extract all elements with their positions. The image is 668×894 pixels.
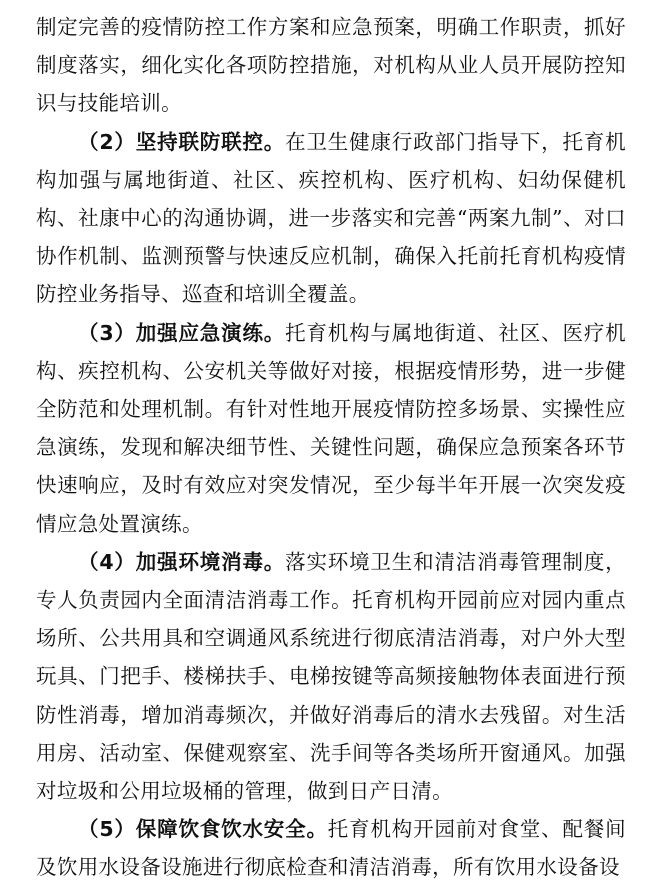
paragraph-food-water-safety xyxy=(36,810,626,886)
paragraph-text: 托育机构开园前对食堂、配餐间及饮用水设备设施进行彻底检查和清洁消毒，所有饮用水设备设 xyxy=(36,817,627,880)
paragraph-heading: （5）保障饮食饮水安全。 xyxy=(78,817,328,842)
paragraph-heading: （2）坚持联防联控。 xyxy=(78,129,286,154)
paragraph-joint-prevention xyxy=(36,123,626,314)
paragraph-emergency-drill xyxy=(36,314,626,543)
paragraph-heading: （4）加强环境消毒。 xyxy=(78,549,286,574)
paragraph-continued xyxy=(36,8,626,123)
paragraph-text: 托育机构与属地街道、社区、医疗机构、疾控机构、公安机关等做好对接，根据疫情形势，进一步健全防范和处理机制。有针对性地开展疫情防控多场景、实操性应急演练，发现和解决细节性、关键性问题，确保应急预案各环节快速响应，及时有效应对突发情况，至少每半年开展一次突发疫情应急处置演练。 xyxy=(36,320,626,536)
paragraph-text: 落实环境卫生和清洁消毒管理制度，专人负责园内全面清洁消毒工作。托育机构开园前应对园内重点场所、公共用具和空调通风系统进行彻底清洁消毒，对户外大型玩具、门把手、楼梯扶手、电梯按键等高频接触物体表面进行预防性消毒，增加消毒频次，并做好消毒后的清水去残留。对生活用房、活动室、保健观察室、洗手间等各类场所开窗通风。加强对垃圾和公用垃圾桶的管理，做到日产日清。 xyxy=(36,549,626,804)
paragraph-heading: （3）加强应急演练。 xyxy=(78,320,286,345)
document-page xyxy=(36,8,626,887)
paragraph-text: 制定完善的疫情防控工作方案和应急预案，明确工作职责，抓好制度落实，细化实化各项防控措施，对机构从业人员开展防控知识与技能培训。 xyxy=(36,15,626,116)
paragraph-disinfection xyxy=(36,543,626,810)
paragraph-text: 在卫生健康行政部门指导下，托育机构加强与属地街道、社区、疾控机构、医疗机构、妇幼保健机构、社康中心的沟通协调，进一步落实和完善“两案九制”、对口协作机制、监测预警与快速反应机制，确保入托前托育机构疫情防控业务指导、巡查和培训全覆盖。 xyxy=(36,129,626,307)
